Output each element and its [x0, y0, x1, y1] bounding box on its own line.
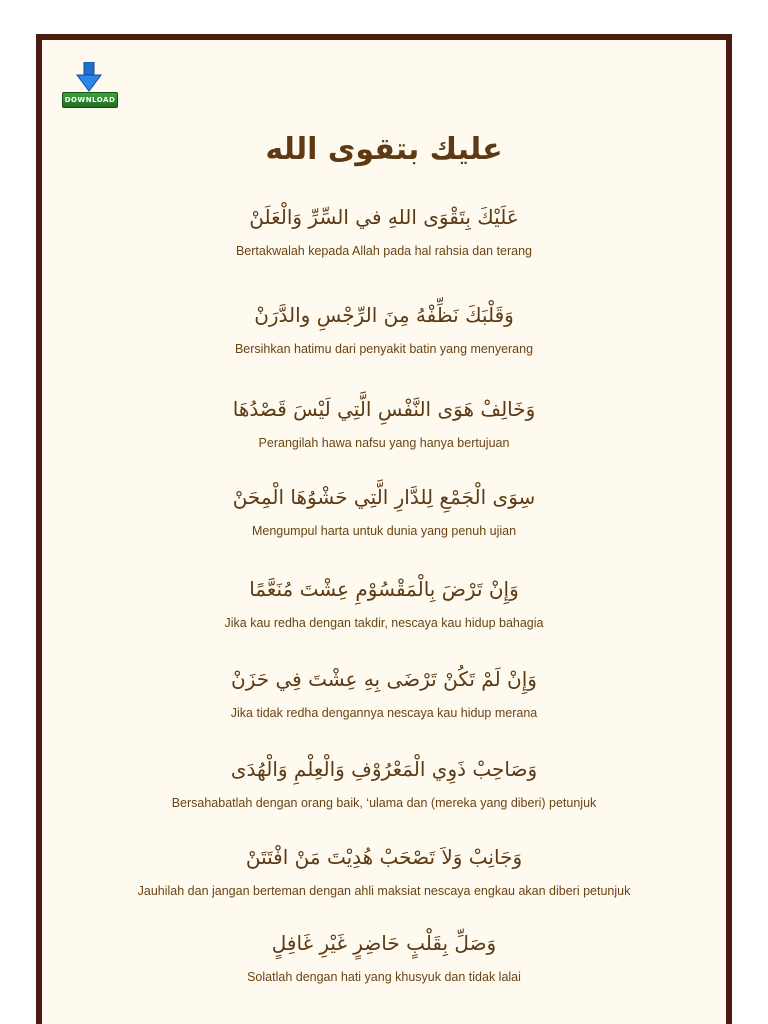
- verse-arabic: وَصَاحِبْ ذَوِي الْمَعْرُوْفِ وَالْعِلْمِ وَالْهُدَى: [230, 757, 538, 781]
- verse-arabic: سِوَى الْجَمْعِ لِلدَّارِ الَّتِي حَشْوُهَا الْمِحَنْ: [232, 485, 536, 509]
- download-label: DOWNLOAD: [62, 92, 118, 108]
- verse-translation: Mengumpul harta untuk dunia yang penuh ujian: [251, 524, 517, 538]
- verse-translation: Solatlah dengan hati yang khusyuk dan tidak lalai: [247, 970, 521, 984]
- verse-3: [42, 392, 726, 450]
- verse-9: [42, 926, 726, 984]
- verse-arabic: وَجَانِبْ وَلاَ تَصْحَبْ هُدِيْتَ مَنْ افْتَتَنْ: [245, 845, 523, 869]
- verse-arabic: وَخَالِفْ هَوَى النَّفْسِ الَّتِي لَيْسَ قَصْدُهَا: [232, 397, 536, 421]
- document-page: [42, 40, 726, 1024]
- verse-translation: Bertakwalah kepada Allah pada hal rahsia dan terang: [235, 244, 533, 258]
- verse-4: [42, 480, 726, 538]
- download-button[interactable]: [62, 62, 118, 112]
- verse-translation: Bersihkan hatimu dari penyakit batin yang menyerang: [234, 342, 534, 356]
- download-arrow-icon: [76, 62, 102, 92]
- verse-8: [42, 840, 726, 898]
- verse-arabic: عَلَيْكَ بِتَقْوَى اللهِ في السِّرِّ وَالْعَلَنْ: [249, 205, 519, 229]
- verse-translation: Jika kau redha dengan takdir, nescaya kau hidup bahagia: [224, 616, 544, 630]
- verse-translation: Bersahabatlah dengan orang baik, ‘ulama dan (mereka yang diberi) petunjuk: [171, 796, 597, 810]
- verse-6: [42, 662, 726, 720]
- verse-arabic: وَإِنْ تَرْضَ بِالْمَقْسُوْمِ عِشْتَ مُنَعَّمًا: [249, 577, 519, 601]
- verse-2: [42, 298, 726, 356]
- page-title: عليك بتقوى الله: [265, 132, 503, 167]
- verse-arabic: وَقَلْبَكَ نَظِّفْهُ مِنَ الرِّجْسِ والدَّرَنْ: [254, 303, 514, 327]
- verse-arabic: وَإِنْ لَمْ تَكُنْ تَرْضَى بِهِ عِشْتَ فِي حَزَنْ: [231, 667, 537, 691]
- verse-1: [42, 200, 726, 258]
- verse-arabic: وَصَلِّ بِقَلْبٍ حَاضِرٍ غَيْرِ غَافِلٍ: [271, 931, 497, 955]
- verse-5: [42, 572, 726, 630]
- verse-translation: Jauhilah dan jangan berteman dengan ahli maksiat nescaya engkau akan diberi petunjuk: [137, 884, 631, 898]
- verse-7: [42, 752, 726, 810]
- verse-translation: Perangilah hawa nafsu yang hanya bertujuan: [258, 436, 510, 450]
- page-frame: [36, 34, 732, 1024]
- verse-translation: Jika tidak redha dengannya nescaya kau hidup merana: [230, 706, 538, 720]
